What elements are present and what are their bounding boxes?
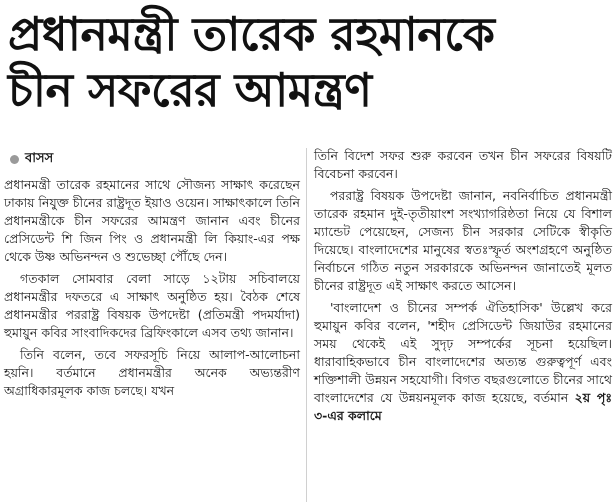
paragraph: গতকাল সোমবার বেলা সাড়ে ১২টায় সচিবালয়ে প্রধানমন্ত্রীর দফতরে এ সাক্ষাৎ অনুষ্ঠিত হয়। বৈঠক শেষে প্রধানমন্ত্রীর পররাষ্ট্র বিষয়ক উপদেষ্টা (প্রতিমন্ত্রী পদমর্যাদা) হুমায়ুন কবির সাংবাদিকদের ব্রিফিংকালে এসব তথ্য জানান। bbox=[4, 271, 300, 340]
paragraph: প্রধানমন্ত্রী তারেক রহমানের সাথে সৌজন্য সাক্ষাৎ করেছেন ঢাকায় নিযুক্ত চীনের রাষ্ট্রদূত ইয়াও ওয়েন। সাক্ষাৎকালে তিনি প্রধানমন্ত্রীকে চীন সফরের আমন্ত্রণ জানান এবং চীনের প্রেসিডেন্ট শি জিন পিং ও প্রধানমন্ত্রী লি কিয়াং-এর পক্ষ থেকে উষ্ণ অভিনন্দন ও শুভেচ্ছা পৌঁছে দেন। bbox=[4, 177, 300, 264]
headline bbox=[8, 6, 612, 118]
continuation-note: ২য় পৃঃ ৩-এর কলামে bbox=[314, 390, 612, 423]
byline bbox=[10, 150, 300, 168]
left-column bbox=[4, 150, 300, 400]
paragraph: তিনি বিদেশ সফর শুরু করবেন তখন চীন সফরের বিষয়টি বিবেচনা করবেন। bbox=[314, 148, 612, 181]
byline-source: বাসস bbox=[25, 151, 54, 166]
paragraph: পররাষ্ট্র বিষয়ক উপদেষ্টা জানান, নবনির্বাচিত প্রধানমন্ত্রী তারেক রহমান দুই-তৃতীয়াংশ সংখ্যাগরিষ্ঠতা নিয়ে যে বিশাল ম্যান্ডেট পেয়েছেন, সেজন্য চীন সরকার সেটিকে স্বীকৃতি দিয়েছে। বাংলাদেশের মানুষের স্বতঃস্ফূর্ত অংশগ্রহণে অনুষ্ঠিত নির্বাচনে গঠিত নতুন সরকারকে অভিনন্দন জানাতেই মূলত চীনের রাষ্ট্রদূত এই সাক্ষাৎ করতে আসেন। bbox=[314, 188, 612, 293]
headline-line-1: প্রধানমন্ত্রী তারেক রহমানকে bbox=[8, 7, 495, 61]
headline-line-2: চীন সফরের আমন্ত্রণ bbox=[8, 63, 372, 117]
bullet-icon bbox=[10, 155, 19, 164]
paragraph-text: 'বাংলাদেশ ও চীনের সম্পর্ক ঐতিহাসিক' উল্লেখ করে হুমায়ুন কবির বলেন, 'শহীদ প্রেসিডেন্ট জিয়াউর রহমানের সময় থেকেই এই সুদৃঢ় সম্পর্কের সূচনা হয়েছিল। ধারাবাহিকভাবে চীন বাংলাদেশের অত্যন্ত গুরুত্বপূর্ণ এবং শক্তিশালী উন্নয়ন সহযোগী। বিগত বছরগুলোতে চীনের সাথে বাংলাদেশের যে উন্নয়নমূলক কাজ হয়েছে, বর্তমান bbox=[314, 300, 612, 405]
column-divider bbox=[306, 148, 307, 502]
paragraph: তিনি বলেন, তবে সফরসূচি নিয়ে আলাপ-আলোচনা হয়নি। বর্তমানে প্রধানমন্ত্রীর অনেক অভ্যন্তরীণ অগ্রাধিকারমূলক কাজ চলছে। যখন bbox=[4, 347, 300, 398]
paragraph bbox=[314, 299, 612, 425]
right-column bbox=[314, 147, 612, 425]
